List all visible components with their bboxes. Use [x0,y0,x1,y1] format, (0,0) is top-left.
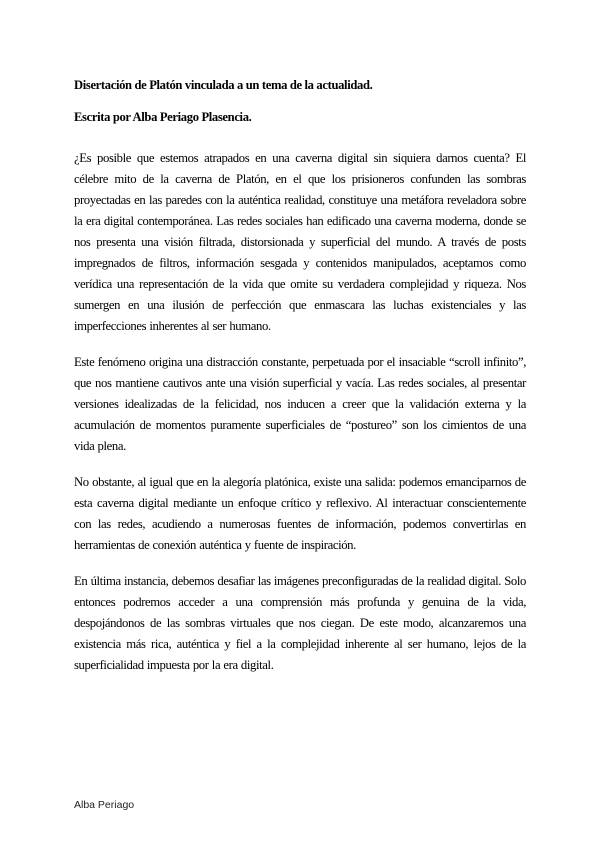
document-body [74,148,526,691]
document-title: Disertación de Platón vinculada a un tema de la actualidad. [74,78,373,92]
page-footer-author: Alba Periago [74,799,135,811]
paragraph-1: ¿Es posible que estemos atrapados en una caverna digital sin siquiera darnos cuenta? El célebre mito de la caverna de Platón, en el que los prisioneros confunden las sombras proyectadas en las paredes con la auténtica realidad, constituye una metáfora reveladora sobre la era digital contemporánea. Las redes sociales han edificado una caverna moderna, donde se nos presenta una visión filtrada, distorsionada y superficial del mundo. A través de posts impregnados de filtros, información sesgada y contenidos manipulados, aceptamos como verídica una representación de la vida que omite su verdadera complejidad y riqueza. Nos sumergen en una ilusión de perfección que enmascara las luchas existenciales y las imperfecciones inherentes al ser humano. [74,151,526,333]
document-byline: Escrita por Alba Periago Plasencia. [74,110,252,124]
paragraph-3: No obstante, al igual que en la alegoría platónica, existe una salida: podemos emanciparnos de esta caverna digital mediante un enfoque crítico y reflexivo. Al interactuar conscientemente con las redes, acudiendo a numerosas fuentes de información, podemos convertirlas en herramientas de conexión auténtica y fuente de inspiración. [74,475,526,552]
paragraph-2: Este fenómeno origina una distracción constante, perpetuada por el insaciable “scroll infinito”, que nos mantiene cautivos ante una visión superficial y vacía. Las redes sociales, al presentar versiones idealizadas de la felicidad, nos inducen a creer que la validación externa y la acumulación de momentos puramente superficiales de “postureo” son los cimientos de una vida plena. [74,355,526,453]
paragraph-4: En última instancia, debemos desafiar las imágenes preconfiguradas de la realidad digital. Solo entonces podremos acceder a una comprensión más profunda y genuina de la vida, despojándonos de las sombras virtuales que nos ciegan. De este modo, alcanzaremos una existencia más rica, auténtica y fiel a la complejidad inherente al ser humano, lejos de la superficialidad impuesta por la era digital. [74,574,526,672]
